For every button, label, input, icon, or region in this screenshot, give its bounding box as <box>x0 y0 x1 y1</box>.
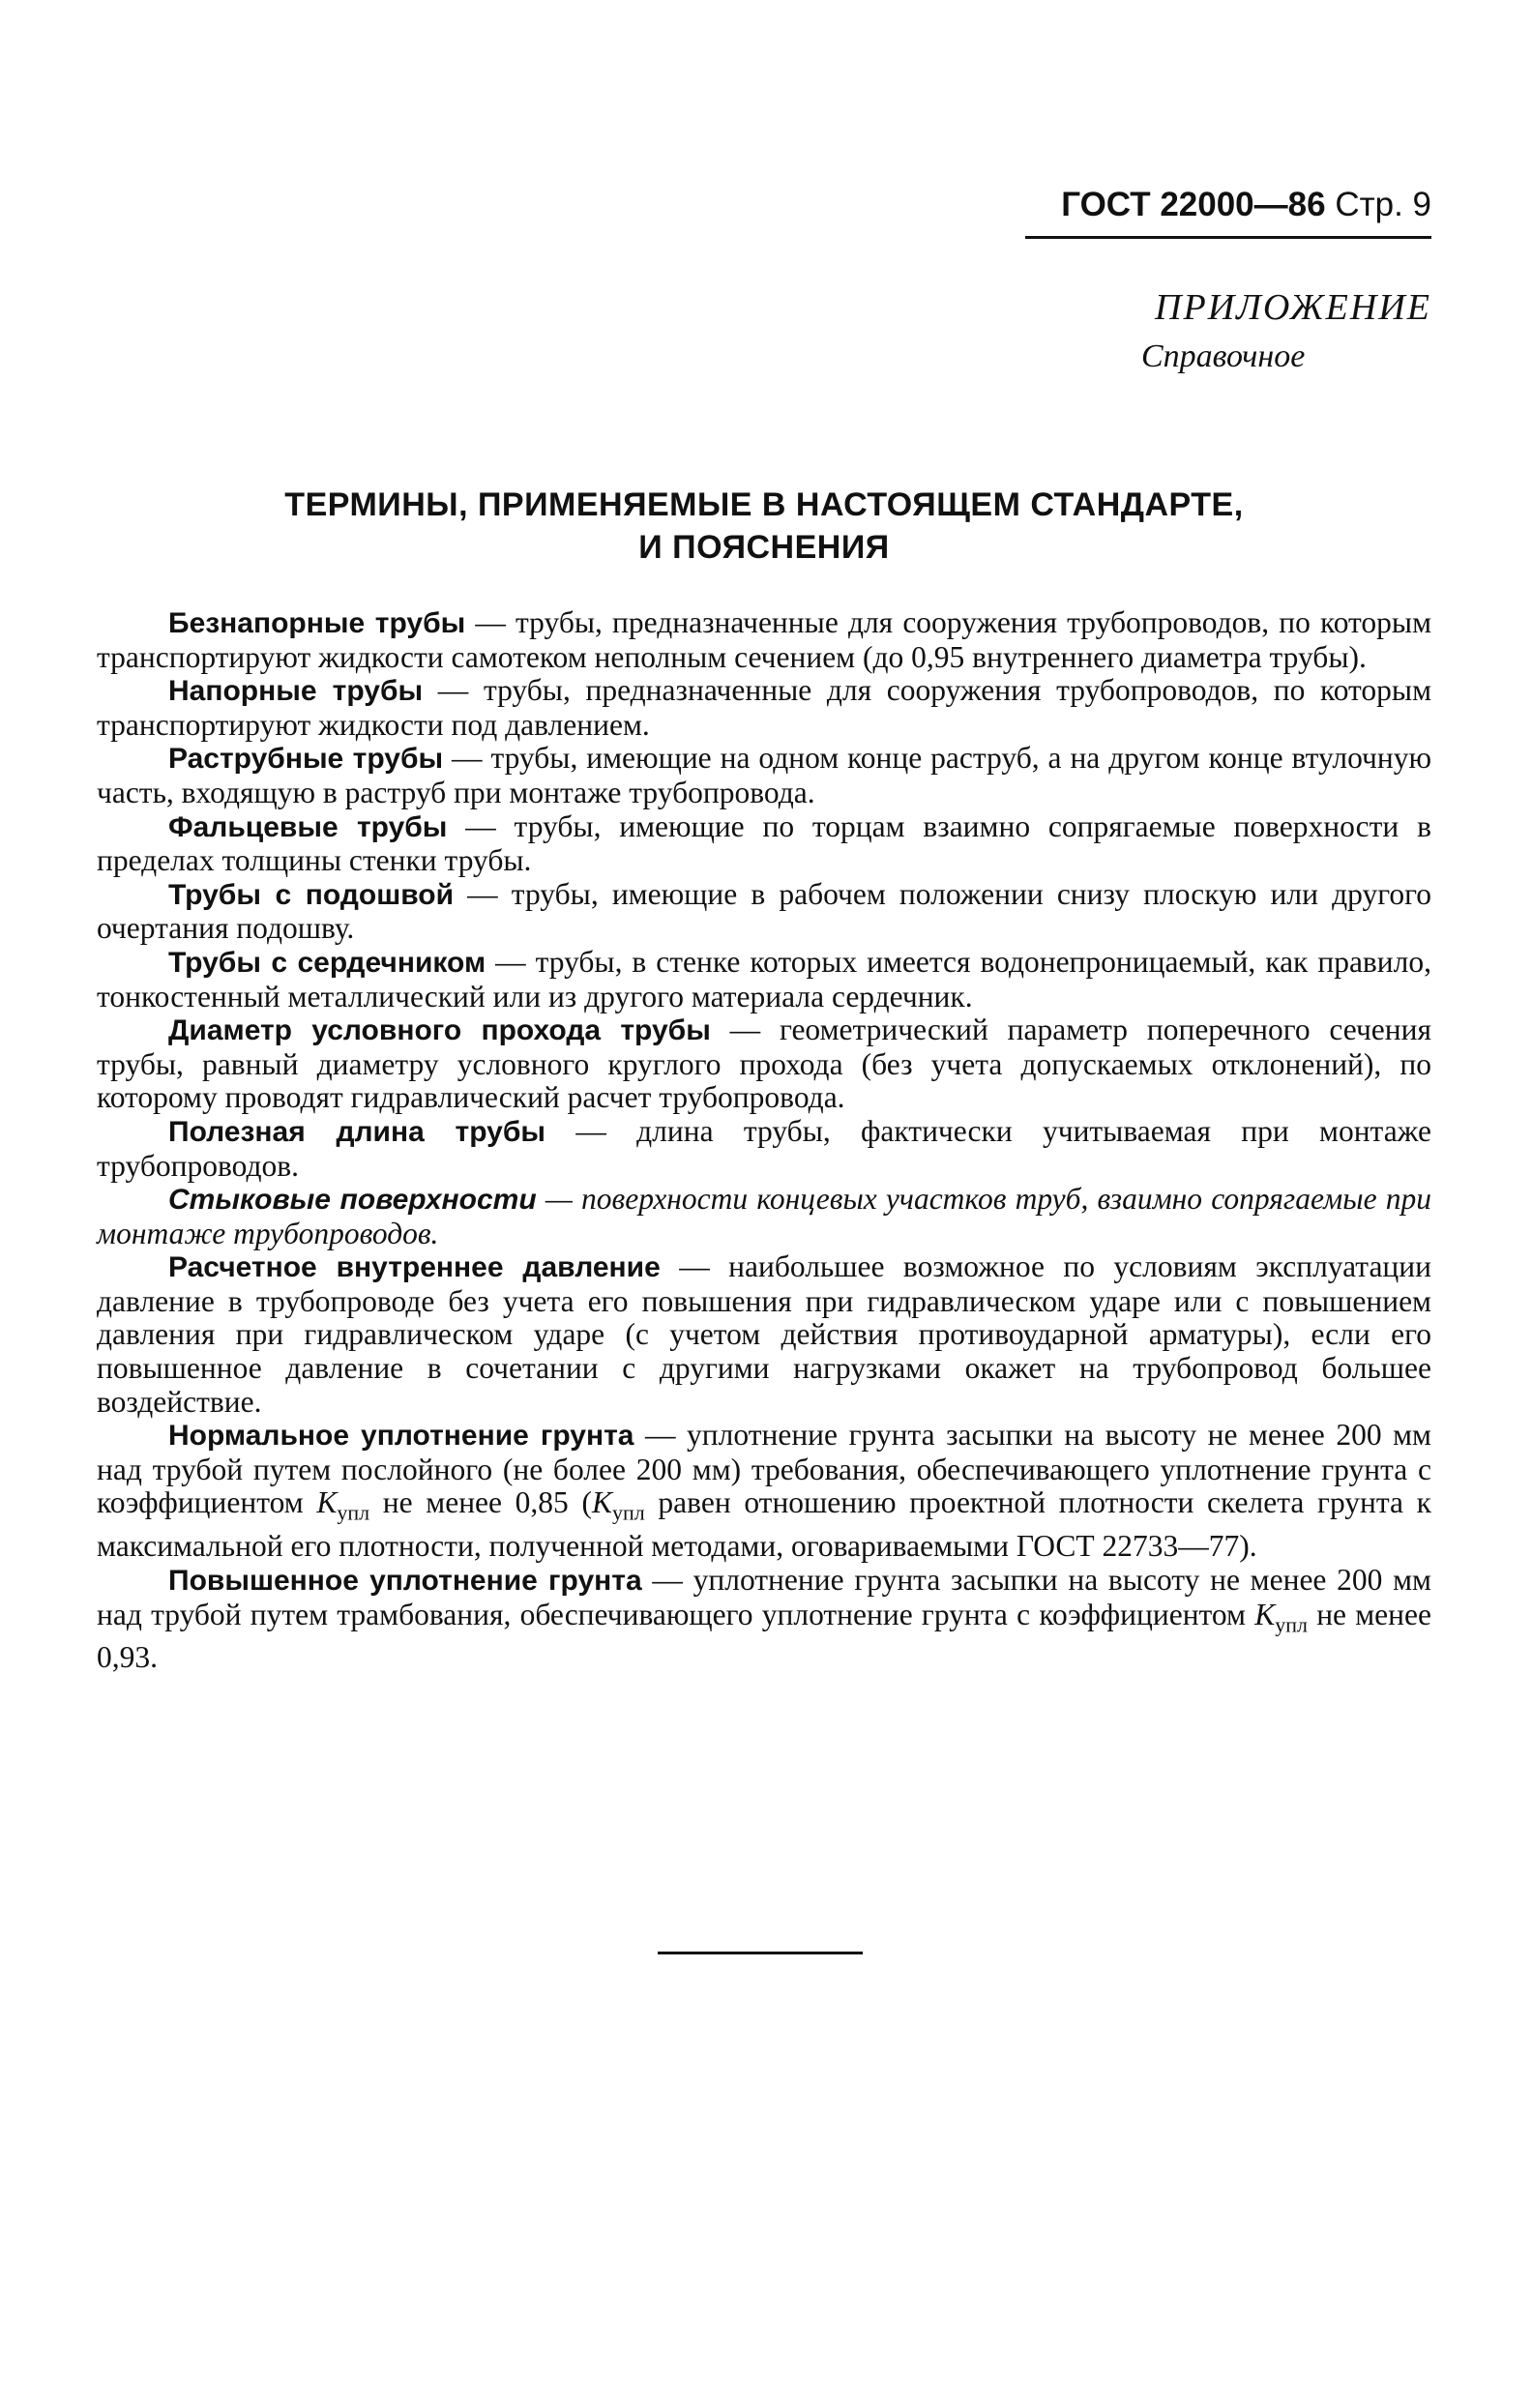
term-name: Нормальное уплотнение грунта <box>168 1420 634 1453</box>
page-number: Стр. 9 <box>1335 186 1431 223</box>
standard-number: ГОСТ 22000—86 <box>1061 186 1326 223</box>
term-definition: равен отношению проектной плотности скелета грунта к максимальной его плотности, полученной методами, оговариваемыми ГОСТ 22733—77). <box>97 1485 1431 1564</box>
compaction-coefficient: $K_{упл}$ <box>591 1485 645 1525</box>
term-paragraph <box>97 810 1431 878</box>
section-title-line-2: И ПОЯСНЕНИЯ <box>638 529 890 566</box>
term-definition: — уплотнение грунта засыпки на высоту не менее 200 мм над трубой путем послойного (не более 200 мм) требования, обеспечивающего уплотнение грунта с коэффициентом <box>97 1418 1431 1520</box>
term-paragraph <box>97 1250 1431 1419</box>
end-rule <box>658 1952 863 1954</box>
header-rule <box>1025 236 1431 239</box>
compaction-coefficient: $K_{упл}$ <box>1254 1597 1308 1636</box>
term-definition: — наибольшее возможное по условиям эксплуатации давление в трубопроводе без учета его повышения при гидравлическом ударе или с повышением давления при гидравлическом ударе (с учетом действия противоударной арматуры), если его повышенное давление в сочетании с другими нагрузками окажет на трубопровод большее воздействие. <box>97 1249 1431 1419</box>
term-paragraph <box>97 1013 1431 1115</box>
term-paragraph <box>97 742 1431 809</box>
section-title-line-1: ТЕРМИНЫ, ПРИМЕНЯЕМЫЕ В НАСТОЯЩЕМ СТАНДАРТЕ, <box>284 486 1244 523</box>
term-name: Напорные трубы <box>168 675 424 708</box>
appendix-title: ПРИЛОЖЕНИЕ <box>1155 287 1431 328</box>
term-name: Полезная длина трубы <box>168 1115 546 1148</box>
term-paragraph <box>97 1115 1431 1183</box>
term-paragraph <box>97 1564 1431 1675</box>
term-definition: — трубы, предназначенные для сооружения трубопроводов, по которым транспортируют жидкости самотеком неполным сечением (до 0,95 внутреннего диаметра трубы). <box>97 605 1432 674</box>
term-paragraph <box>97 946 1431 1013</box>
term-definition: не менее 0,93. <box>97 1597 1431 1675</box>
page-header <box>1025 186 1431 224</box>
term-name: Трубы с сердечником <box>168 946 486 979</box>
appendix-subtitle: Справочное <box>1141 338 1306 374</box>
term-paragraph <box>97 1183 1431 1250</box>
term-definition: не менее 0,85 ( <box>369 1485 592 1520</box>
term-name: Фальцевые трубы <box>168 810 448 843</box>
term-paragraph <box>97 606 1431 674</box>
term-name: Безнапорные трубы <box>168 607 466 639</box>
term-definition: — трубы, предназначенные для сооружения трубопроводов, по которым транспортируют жидкости под давлением. <box>97 673 1431 742</box>
terms-body <box>97 606 1431 1675</box>
term-name: Расчетное внутреннее давление <box>168 1251 661 1284</box>
term-name: Диаметр условного прохода трубы <box>168 1014 711 1047</box>
term-definition: — трубы, имеющие на одном конце раструб, а на другом конце втулочную часть, входящую в раструб при монтаже трубопровода. <box>97 741 1431 809</box>
term-name: Трубы с подошвой <box>168 878 455 911</box>
term-name: Повышенное уплотнение грунта <box>168 1564 642 1597</box>
term-definition: — трубы, имеющие в рабочем положении снизу плоскую или другого очертания подошву. <box>97 876 1431 946</box>
term-definition: — трубы, в стенке которых имеется водонепроницаемый, как правило, тонкостенный металлический или из другого материала сердечник. <box>97 944 1431 1013</box>
term-definition: — геометрический параметр поперечного сечения трубы, равный диаметру условного круглого прохода (без учета допускаемых отклонений), по которому проводят гидравлический расчет трубопровода. <box>97 1013 1431 1115</box>
term-paragraph <box>97 674 1431 742</box>
term-definition: — длина трубы, фактически учитываемая при монтаже трубопроводов. <box>97 1113 1432 1183</box>
term-definition: — поверхности концевых участков труб, взаимно сопрягаемые при монтаже трубопроводов. <box>97 1182 1431 1250</box>
term-name: Стыковые поверхности <box>168 1184 537 1217</box>
term-name: Раструбные трубы <box>168 743 444 776</box>
term-definition: — уплотнение грунта засыпки на высоту не менее 200 мм над трубой путем трамбования, обеспечивающего уплотнение грунта с коэффициентом <box>97 1562 1431 1631</box>
compaction-coefficient: $K_{упл}$ <box>316 1485 370 1525</box>
section-title <box>97 484 1431 569</box>
term-paragraph <box>97 1419 1431 1564</box>
term-paragraph <box>97 878 1431 946</box>
term-definition: — трубы, имеющие по торцам взаимно сопрягаемые поверхности в пределах толщины стенки трубы. <box>97 808 1431 878</box>
